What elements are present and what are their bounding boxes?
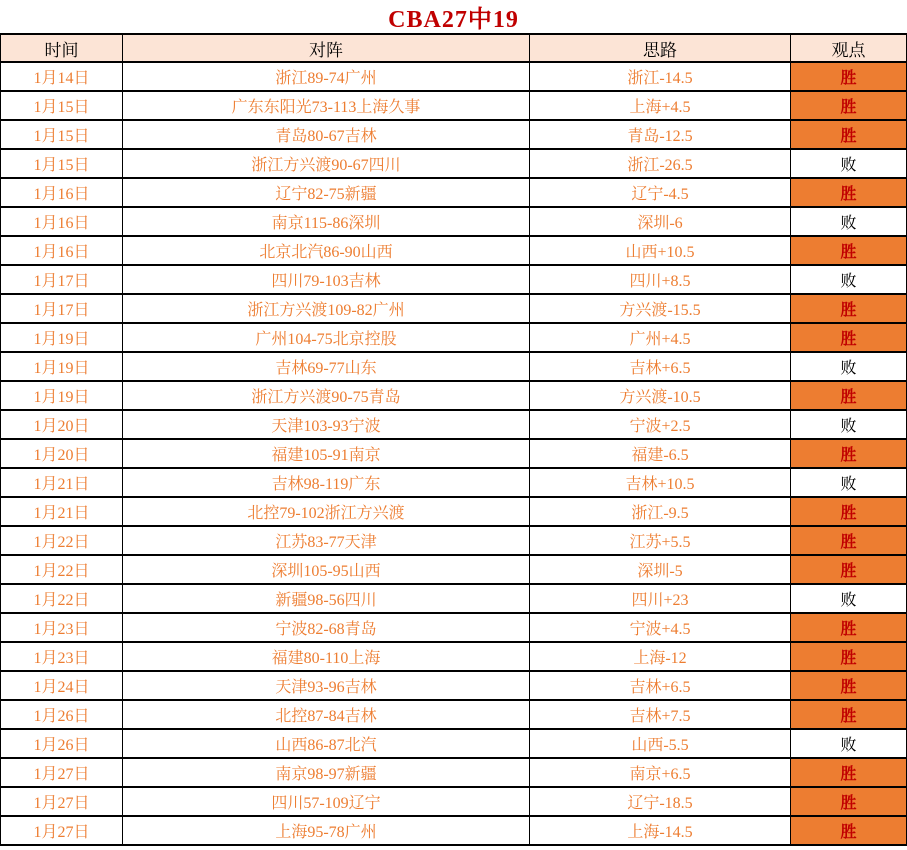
table-row <box>1 758 907 787</box>
matchup-cell: 天津93-96吉林 <box>123 671 530 700</box>
result-cell: 胜 <box>791 323 907 352</box>
line-cell: 青岛-12.5 <box>530 120 791 149</box>
result-cell: 胜 <box>791 787 907 816</box>
result-cell: 胜 <box>791 120 907 149</box>
matchup-cell: 北控87-84吉林 <box>123 700 530 729</box>
matchup-cell: 新疆98-56四川 <box>123 584 530 613</box>
table-row <box>1 381 907 410</box>
date-cell: 1月19日 <box>1 381 123 410</box>
table-row <box>1 410 907 439</box>
date-cell: 1月15日 <box>1 91 123 120</box>
table-row <box>1 62 907 91</box>
result-cell: 胜 <box>791 439 907 468</box>
result-cell: 败 <box>791 207 907 236</box>
table-row <box>1 207 907 236</box>
result-cell: 胜 <box>791 381 907 410</box>
line-cell: 辽宁-4.5 <box>530 178 791 207</box>
date-cell: 1月15日 <box>1 149 123 178</box>
line-cell: 上海-14.5 <box>530 816 791 845</box>
result-cell: 胜 <box>791 526 907 555</box>
date-cell: 1月14日 <box>1 62 123 91</box>
line-cell: 四川+23 <box>530 584 791 613</box>
line-cell: 吉林+6.5 <box>530 671 791 700</box>
table-header-row <box>1 34 907 62</box>
table-row <box>1 642 907 671</box>
date-cell: 1月27日 <box>1 787 123 816</box>
table-row <box>1 700 907 729</box>
col-header-result: 观点 <box>791 34 907 62</box>
table-row <box>1 497 907 526</box>
table-row <box>1 120 907 149</box>
date-cell: 1月23日 <box>1 642 123 671</box>
result-cell: 胜 <box>791 62 907 91</box>
matchup-cell: 吉林69-77山东 <box>123 352 530 381</box>
line-cell: 浙江-26.5 <box>530 149 791 178</box>
col-header-matchup: 对阵 <box>123 34 530 62</box>
table-row <box>1 323 907 352</box>
result-cell: 败 <box>791 149 907 178</box>
result-cell: 败 <box>791 352 907 381</box>
result-cell: 胜 <box>791 758 907 787</box>
table-row <box>1 91 907 120</box>
matchup-cell: 深圳105-95山西 <box>123 555 530 584</box>
date-cell: 1月23日 <box>1 613 123 642</box>
date-cell: 1月22日 <box>1 555 123 584</box>
result-cell: 胜 <box>791 294 907 323</box>
table-row <box>1 555 907 584</box>
result-cell: 胜 <box>791 642 907 671</box>
matchup-cell: 浙江方兴渡90-67四川 <box>123 149 530 178</box>
matchup-cell: 青岛80-67吉林 <box>123 120 530 149</box>
matchup-cell: 辽宁82-75新疆 <box>123 178 530 207</box>
result-cell: 败 <box>791 410 907 439</box>
date-cell: 1月22日 <box>1 526 123 555</box>
table-row <box>1 526 907 555</box>
date-cell: 1月24日 <box>1 671 123 700</box>
matchup-cell: 南京115-86深圳 <box>123 207 530 236</box>
date-cell: 1月16日 <box>1 207 123 236</box>
matchup-cell: 山西86-87北汽 <box>123 729 530 758</box>
date-cell: 1月19日 <box>1 323 123 352</box>
table-row <box>1 816 907 845</box>
date-cell: 1月15日 <box>1 120 123 149</box>
table-row <box>1 613 907 642</box>
table-row <box>1 236 907 265</box>
matchup-cell: 四川57-109辽宁 <box>123 787 530 816</box>
date-cell: 1月21日 <box>1 497 123 526</box>
result-cell: 败 <box>791 584 907 613</box>
table-row <box>1 584 907 613</box>
result-cell: 胜 <box>791 613 907 642</box>
result-cell: 胜 <box>791 700 907 729</box>
line-cell: 山西-5.5 <box>530 729 791 758</box>
line-cell: 浙江-14.5 <box>530 62 791 91</box>
line-cell: 山西+10.5 <box>530 236 791 265</box>
table-row <box>1 352 907 381</box>
matchup-cell: 福建105-91南京 <box>123 439 530 468</box>
date-cell: 1月17日 <box>1 294 123 323</box>
result-cell: 胜 <box>791 816 907 845</box>
line-cell: 宁波+2.5 <box>530 410 791 439</box>
date-cell: 1月19日 <box>1 352 123 381</box>
result-cell: 胜 <box>791 671 907 700</box>
table-row <box>1 787 907 816</box>
line-cell: 深圳-5 <box>530 555 791 584</box>
date-cell: 1月27日 <box>1 758 123 787</box>
line-cell: 方兴渡-10.5 <box>530 381 791 410</box>
table-row <box>1 294 907 323</box>
table-row <box>1 149 907 178</box>
matchup-cell: 浙江方兴渡90-75青岛 <box>123 381 530 410</box>
line-cell: 上海-12 <box>530 642 791 671</box>
results-table-body <box>1 62 907 845</box>
table-row <box>1 729 907 758</box>
line-cell: 广州+4.5 <box>530 323 791 352</box>
result-cell: 胜 <box>791 91 907 120</box>
line-cell: 深圳-6 <box>530 207 791 236</box>
matchup-cell: 广州104-75北京控股 <box>123 323 530 352</box>
table-row <box>1 671 907 700</box>
matchup-cell: 上海95-78广州 <box>123 816 530 845</box>
date-cell: 1月22日 <box>1 584 123 613</box>
result-cell: 败 <box>791 729 907 758</box>
line-cell: 宁波+4.5 <box>530 613 791 642</box>
matchup-cell: 吉林98-119广东 <box>123 468 530 497</box>
date-cell: 1月20日 <box>1 439 123 468</box>
result-cell: 败 <box>791 468 907 497</box>
table-row <box>1 439 907 468</box>
date-cell: 1月16日 <box>1 178 123 207</box>
table-row <box>1 178 907 207</box>
results-table <box>0 33 907 846</box>
line-cell: 上海+4.5 <box>530 91 791 120</box>
matchup-cell: 北控79-102浙江方兴渡 <box>123 497 530 526</box>
matchup-cell: 四川79-103吉林 <box>123 265 530 294</box>
date-cell: 1月17日 <box>1 265 123 294</box>
title-bar <box>0 0 907 33</box>
matchup-cell: 浙江方兴渡109-82广州 <box>123 294 530 323</box>
matchup-cell: 北京北汽86-90山西 <box>123 236 530 265</box>
date-cell: 1月20日 <box>1 410 123 439</box>
date-cell: 1月27日 <box>1 816 123 845</box>
matchup-cell: 南京98-97新疆 <box>123 758 530 787</box>
date-cell: 1月16日 <box>1 236 123 265</box>
matchup-cell: 天津103-93宁波 <box>123 410 530 439</box>
table-row <box>1 468 907 497</box>
result-cell: 胜 <box>791 236 907 265</box>
line-cell: 福建-6.5 <box>530 439 791 468</box>
date-cell: 1月26日 <box>1 700 123 729</box>
line-cell: 浙江-9.5 <box>530 497 791 526</box>
col-header-time: 时间 <box>1 34 123 62</box>
line-cell: 方兴渡-15.5 <box>530 294 791 323</box>
page-title: CBA27中19 <box>388 7 519 33</box>
line-cell: 四川+8.5 <box>530 265 791 294</box>
line-cell: 辽宁-18.5 <box>530 787 791 816</box>
line-cell: 吉林+10.5 <box>530 468 791 497</box>
result-cell: 败 <box>791 265 907 294</box>
col-header-line: 思路 <box>530 34 791 62</box>
matchup-cell: 江苏83-77天津 <box>123 526 530 555</box>
matchup-cell: 福建80-110上海 <box>123 642 530 671</box>
date-cell: 1月26日 <box>1 729 123 758</box>
result-cell: 胜 <box>791 497 907 526</box>
line-cell: 南京+6.5 <box>530 758 791 787</box>
result-cell: 胜 <box>791 178 907 207</box>
date-cell: 1月21日 <box>1 468 123 497</box>
line-cell: 吉林+7.5 <box>530 700 791 729</box>
line-cell: 吉林+6.5 <box>530 352 791 381</box>
table-row <box>1 265 907 294</box>
result-cell: 胜 <box>791 555 907 584</box>
line-cell: 江苏+5.5 <box>530 526 791 555</box>
matchup-cell: 广东东阳光73-113上海久事 <box>123 91 530 120</box>
matchup-cell: 宁波82-68青岛 <box>123 613 530 642</box>
matchup-cell: 浙江89-74广州 <box>123 62 530 91</box>
